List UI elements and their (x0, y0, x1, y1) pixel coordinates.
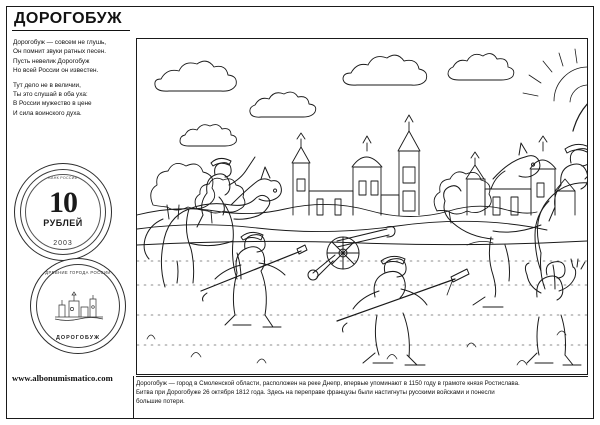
poem-line: Дорогобуж — совсем не глушь, (13, 39, 107, 46)
poem-line: Тут дело не в величии, (13, 81, 81, 89)
poem-line: В России мужество в цене (13, 100, 92, 108)
caption-line: большие потери. (136, 398, 185, 406)
page-title: ДОРОГОБУЖ (14, 10, 123, 27)
caption-left-divider (133, 376, 134, 419)
coin-bank-text: БАНК РОССИИ (48, 176, 78, 180)
coin-denomination-word: РУБЛЕЙ (43, 218, 83, 228)
caption-divider (136, 376, 588, 377)
title-divider (12, 30, 130, 31)
coin-ancient-cities (30, 258, 126, 354)
poem-line: Он помнит звуки ратных песен. (13, 48, 107, 56)
poem-line: Но всей России он известен. (13, 67, 99, 75)
caption-block (136, 379, 588, 407)
coin-denomination: 10 (49, 186, 77, 219)
coin-year: 2003 (53, 240, 73, 247)
caption-line: Дорогобуж — город в Смоленской области, расположен на реке Днепр, впервые упоминают в 1150 году в грамоте князя Ростислава. (136, 380, 520, 387)
illustration-frame (136, 38, 588, 375)
poem-line: Пусть невелик Дорогобуж (13, 57, 90, 65)
coin-city-vignette-icon (53, 287, 105, 323)
poem-line: И сила воинского духа. (13, 109, 82, 117)
poem-line: Ты это слушай в оба уха: (13, 91, 88, 99)
site-url: www.albonumismatico.com (12, 373, 113, 383)
caption-line: Битва при Дорогобуже 26 октября 1812 года. Здесь на переправе французы были настигнуты русскими войсками и понесли (136, 389, 495, 397)
coin-10-rubles (14, 163, 112, 261)
coin-city-name: ДОРОГОБУЖ (56, 335, 100, 341)
coin-series-text: ДРЕВНИЕ ГОРОДА РОССИИ (45, 270, 111, 275)
battle-of-dorogobuzh-coloring-scene (137, 39, 587, 374)
poem-block (13, 38, 133, 118)
